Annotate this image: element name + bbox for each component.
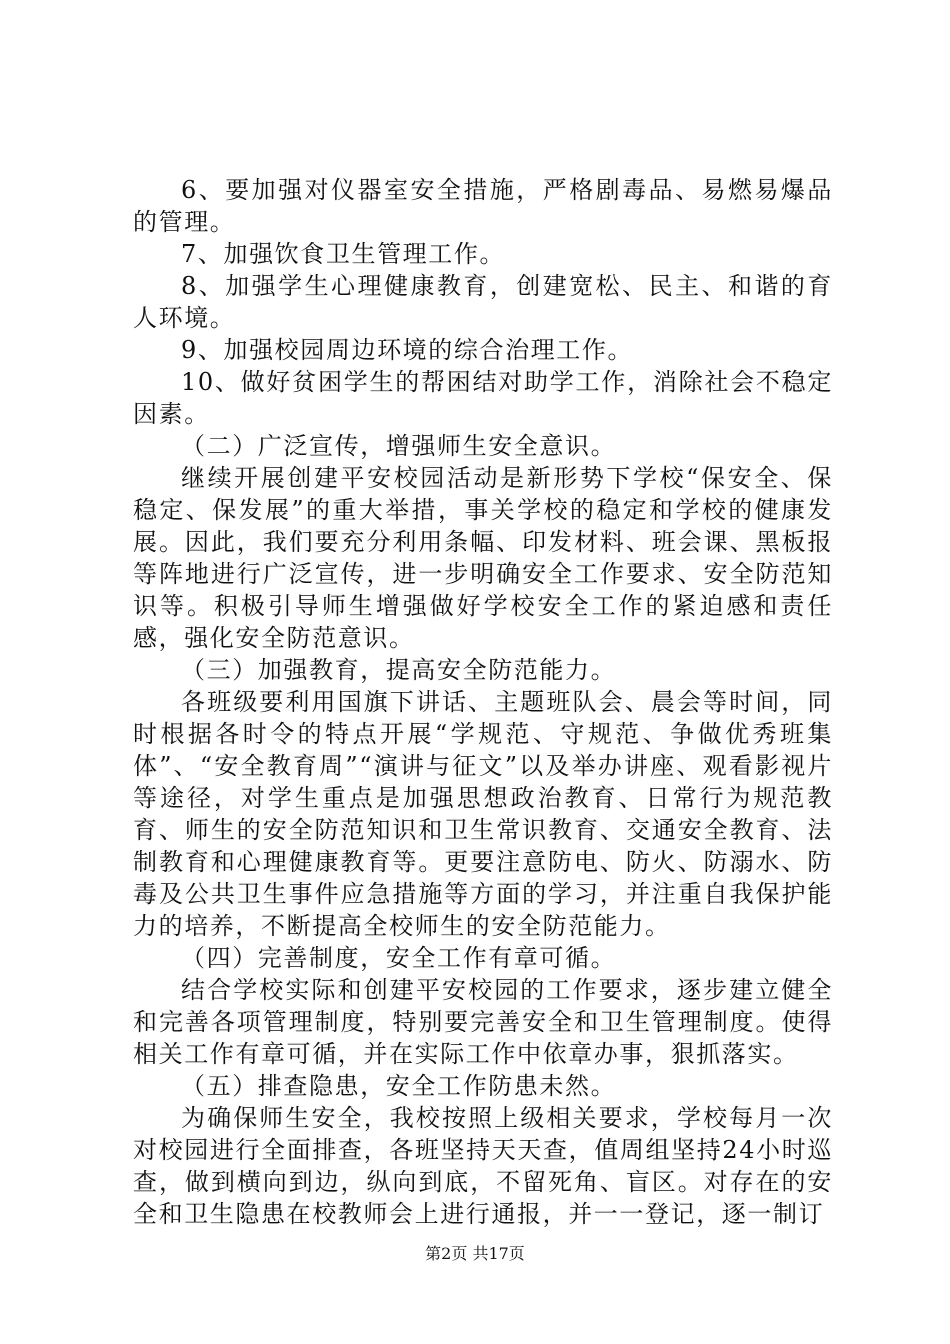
section-heading-3: （三）加强教育，提高安全防范能力。	[181, 656, 617, 684]
paragraph-item-6: 6、要加强对仪器室安全措施，严格剧毒品、易燃易爆品的管理。	[133, 176, 833, 236]
paragraph-item-8: 8、加强学生心理健康教育，创建宽松、民主、和谐的育人环境。	[133, 272, 833, 332]
paragraph-item-7: 7、加强饮食卫生管理工作。	[181, 240, 506, 268]
paragraph-education: 各班级要利用国旗下讲话、主题班队会、晨会等时间，同时根据各时令的特点开展“学规范、守规范、争做优秀班集体”、“安全教育周”“演讲与征文”以及举办讲座、观看影视片等途径，对学生重点是加强思想政治教育、日常行为规范教育、师生的安全防范知识和卫生常识教育、交通安全教育、法制教育和心理健康教育等。更要注意防电、防火、防溺水、防毒及公共卫生事件应急措施等方面的学习，并注重自我保护能力的培养，不断提高全校师生的安全防范能力。	[133, 688, 833, 940]
paragraph-system: 结合学校实际和创建平安校园的工作要求，逐步建立健全和完善各项管理制度，特别要完善安全和卫生管理制度。使得相关工作有章可循，并在实际工作中依章办事，狠抓落实。	[133, 976, 833, 1068]
paragraph-item-9: 9、加强校园周边环境的综合治理工作。	[181, 336, 634, 364]
section-heading-2: （二）广泛宣传，增强师生安全意识。	[181, 432, 617, 460]
section-heading-4: （四）完善制度，安全工作有章可循。	[181, 944, 617, 972]
paragraph-publicity: 继续开展创建平安校园活动是新形势下学校“保安全、保稳定、保发展”的重大举措，事关学校的稳定和学校的健康发展。因此，我们要充分利用条幅、印发材料、班会课、黑板报等阵地进行广泛宣传，进一步明确安全工作要求、安全防范知识等。积极引导师生增强做好学校安全工作的紧迫感和责任感，强化安全防范意识。	[133, 464, 833, 652]
document-body	[133, 174, 833, 1230]
page-number-footer: 第2页 共17页	[425, 1244, 525, 1263]
paragraph-inspection: 为确保师生安全，我校按照上级相关要求，学校每月一次对校园进行全面排查，各班坚持天天查，值周组坚持24小时巡查，做到横向到边，纵向到底，不留死角、盲区。对存在的安全和卫生隐患在校教师会上进行通报，并一一登记，逐一制订	[133, 1104, 833, 1228]
section-heading-5: （五）排查隐患，安全工作防患未然。	[181, 1072, 617, 1100]
paragraph-item-10: 10、做好贫困学生的帮困结对助学工作，消除社会不稳定因素。	[133, 368, 833, 428]
